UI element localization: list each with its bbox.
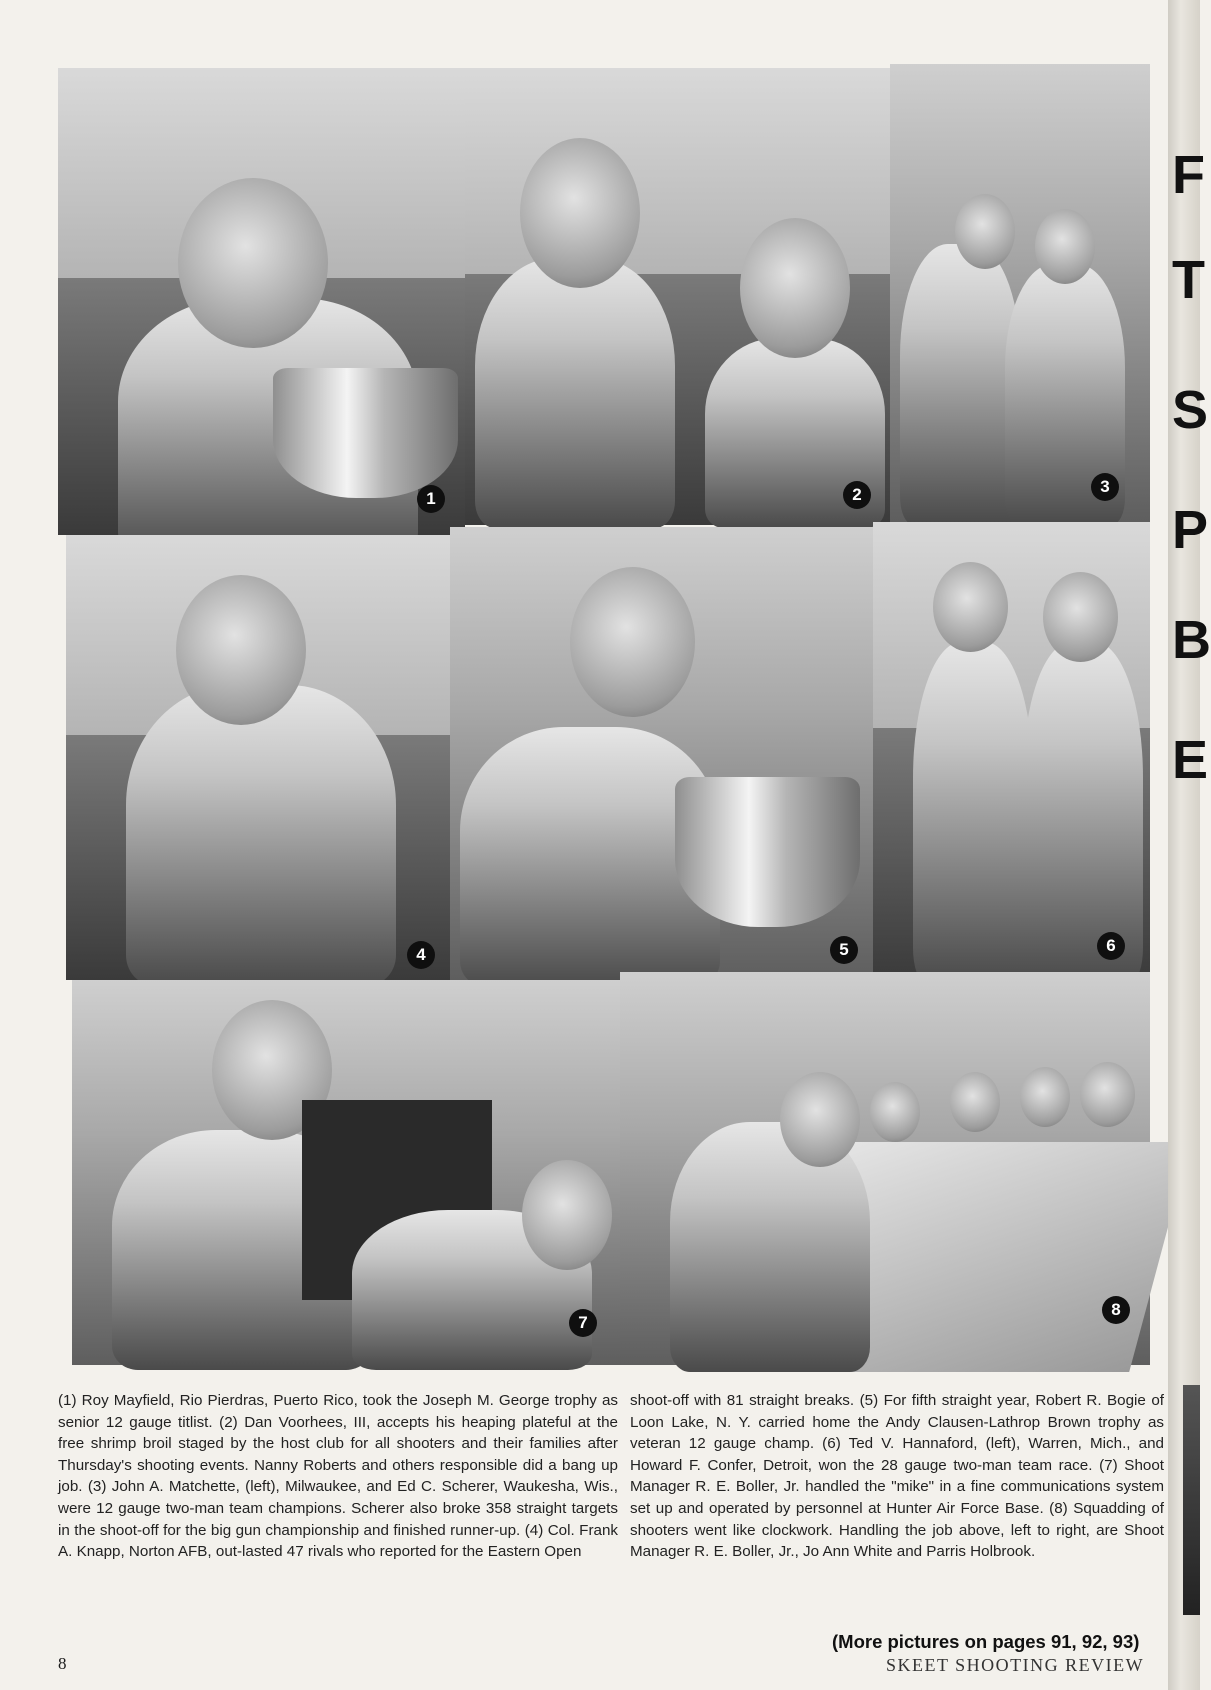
photo-number-3: 3 xyxy=(1091,473,1119,501)
photo-1 xyxy=(58,68,465,535)
footer-magazine-title: SKEET SHOOTING REVIEW xyxy=(886,1655,1145,1675)
facing-page-photo xyxy=(1183,1385,1200,1615)
edge-letter: B xyxy=(1172,610,1211,670)
page-number: 8 xyxy=(58,1654,67,1673)
edge-letter: E xyxy=(1172,730,1209,790)
edge-letter: P xyxy=(1172,500,1209,560)
photo-number-2: 2 xyxy=(843,481,871,509)
photo-number-8: 8 xyxy=(1102,1296,1130,1324)
photo-number-4: 4 xyxy=(407,941,435,969)
photo-8 xyxy=(620,972,1150,1365)
photo-number-5: 5 xyxy=(830,936,858,964)
photo-3 xyxy=(890,64,1150,522)
edge-letter: T xyxy=(1172,250,1205,310)
caption-left: (1) Roy Mayfield, Rio Pierdras, Puerto Rico, took the Joseph M. George trophy as senior 12 gauge titlist. (2) Dan Voorhees, III, accepts his heaping plateful at the free shrimp broil staged by the host club for all shooters and their families after Thursday's shooting events. Nanny Roberts and others responsible did a bang up job. (3) John A. Matchette, (left), Milwaukee, and Ed C. Scherer, Waukesha, Wis., were 12 gauge two-man team champions. Scherer also broke 358 straight targets in the shoot-off for the big gun championship and finished runner-up. (4) Col. Frank A. Knapp, Norton AFB, out-lasted 47 rivals who reported for the Eastern Open xyxy=(58,1392,618,1561)
photo-4 xyxy=(66,535,450,980)
edge-letter: S xyxy=(1172,380,1209,440)
photo-5 xyxy=(450,527,873,980)
photo-6 xyxy=(873,522,1150,980)
photo-number-7: 7 xyxy=(569,1309,597,1337)
photo-number-1: 1 xyxy=(417,485,445,513)
caption-right: shoot-off with 81 straight breaks. (5) For fifth straight year, Robert R. Bogie of Loon Lake, N. Y. carried home the Andy Clausen-Lathrop Brown trophy as veteran 12 gauge champ. (6) Ted V. Hannaford, (left), Warren, Mich., and Howard F. Confer, Detroit, won the 28 gauge two-man team race. (7) Shoot Manager R. E. Boller, Jr. handled the "mike" in a fine communications system set up and operated by personnel at Hunter Air Force Base. (8) Squadding of shooters went like clockwork. Handling the job above, left to right, are Shoot Manager R. E. Boller, Jr., Jo Ann White and Parris Holbrook. xyxy=(630,1392,1164,1561)
photo-2 xyxy=(465,68,890,525)
photo-7 xyxy=(72,980,620,1365)
photo-number-6: 6 xyxy=(1097,932,1125,960)
more-pictures-note: (More pictures on pages 91, 92, 93) xyxy=(832,1631,1140,1652)
edge-letter: F xyxy=(1172,145,1205,205)
